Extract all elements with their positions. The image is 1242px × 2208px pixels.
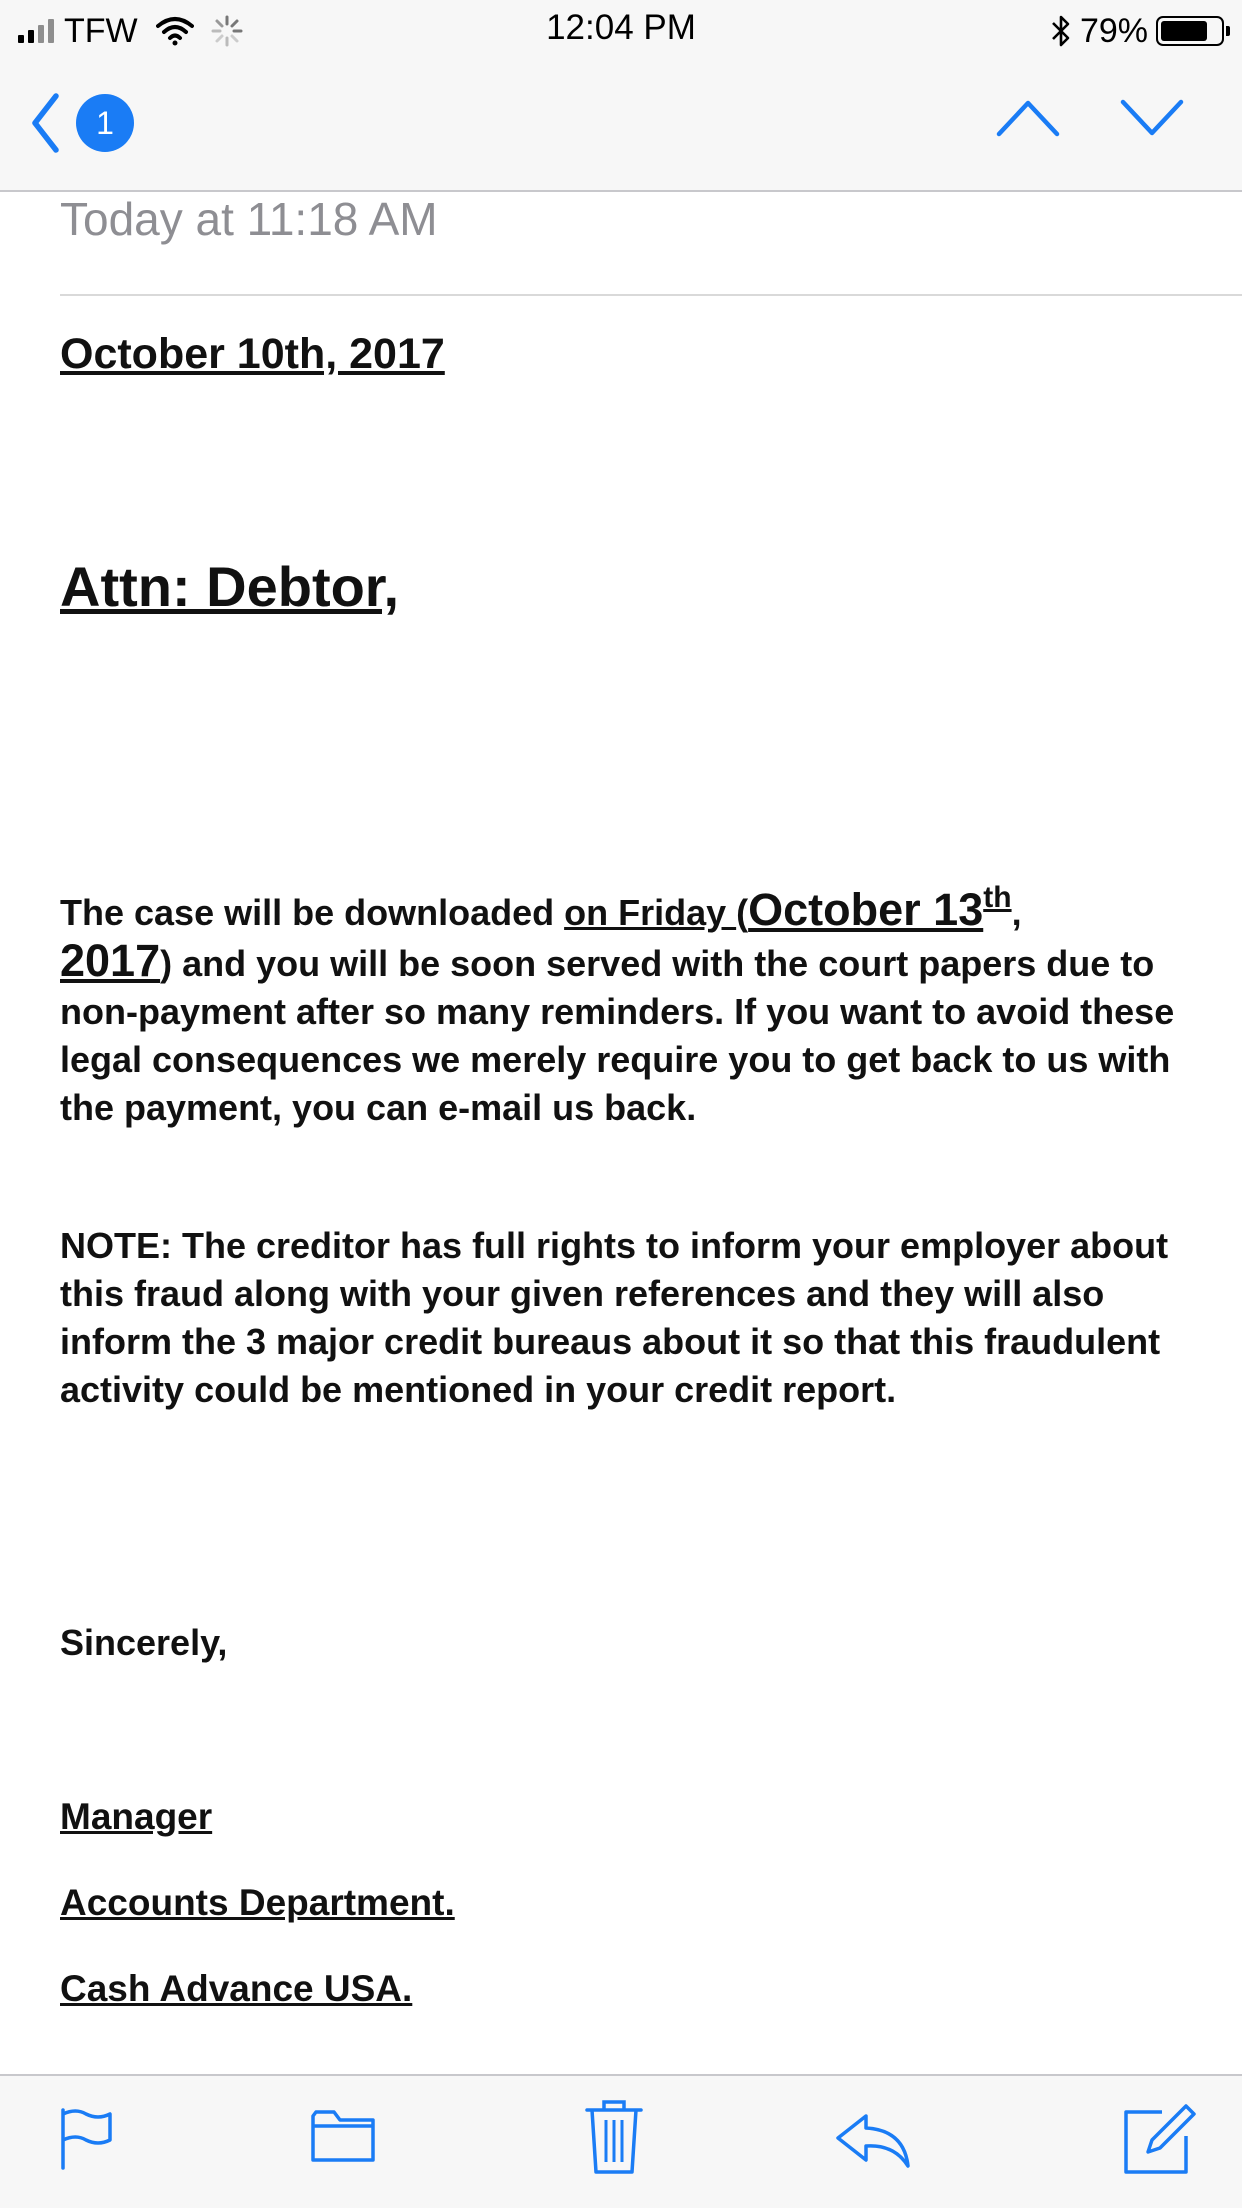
next-message-icon[interactable] [1120, 98, 1184, 138]
signature-line: Manager [60, 1796, 213, 1837]
status-right [1050, 10, 1224, 52]
letter-salutation: Attn: Debtor, [60, 555, 400, 618]
status-bar [0, 0, 1242, 62]
court-year: 2017 [60, 935, 161, 986]
trash-icon[interactable] [584, 2098, 644, 2176]
letter-closing: Sincerely, [60, 1622, 228, 1663]
email-content[interactable] [0, 192, 1242, 2074]
letter-date: October 10th, 2017 [60, 330, 445, 378]
bottom-toolbar [0, 2074, 1242, 2208]
clock: 12:04 PM [546, 8, 696, 47]
signature-line: Accounts Department. [60, 1882, 455, 1923]
paragraph-text: ( [736, 892, 749, 933]
bluetooth-icon [1050, 14, 1072, 48]
letter-note: NOTE: The creditor has full rights to inform your employer about this fraud along with your given references and they will also inform the 3 major credit bureaus about it so that this fraudulent activity could be mentioned in your credit report. [60, 1225, 1169, 1410]
carrier-name: TFW [64, 11, 138, 50]
back-button[interactable] [30, 92, 134, 154]
court-date: October 13 [748, 884, 984, 935]
back-chevron-icon [30, 92, 60, 154]
battery-percent: 79% [1079, 11, 1148, 50]
unread-count-badge: 1 [76, 94, 134, 152]
previous-message-icon[interactable] [996, 98, 1060, 138]
signature-line: Cash Advance USA. [60, 1968, 413, 2009]
reply-icon[interactable] [834, 2112, 914, 2168]
paragraph-text-underlined: on Friday [564, 892, 737, 933]
header-divider [60, 294, 1242, 296]
paragraph-text: , [1011, 892, 1022, 933]
navigation-bar [0, 62, 1242, 192]
battery-icon [1156, 16, 1224, 46]
paragraph-text: ) and you will be soon served with the court papers due to non-payment after so many reminders. If you want to avoid these legal consequences we merely require you to get back to us with the payment, you can e-mail us back. [60, 943, 1175, 1128]
email-timestamp: Today at 11:18 AM [60, 193, 438, 245]
letter-paragraph-1 [60, 881, 1180, 1132]
paragraph-text: The case will be downloaded [60, 892, 565, 933]
flag-icon[interactable] [58, 2106, 116, 2172]
court-date-suffix: th [983, 881, 1012, 914]
compose-icon[interactable] [1122, 2100, 1198, 2176]
folder-icon[interactable] [310, 2106, 376, 2166]
